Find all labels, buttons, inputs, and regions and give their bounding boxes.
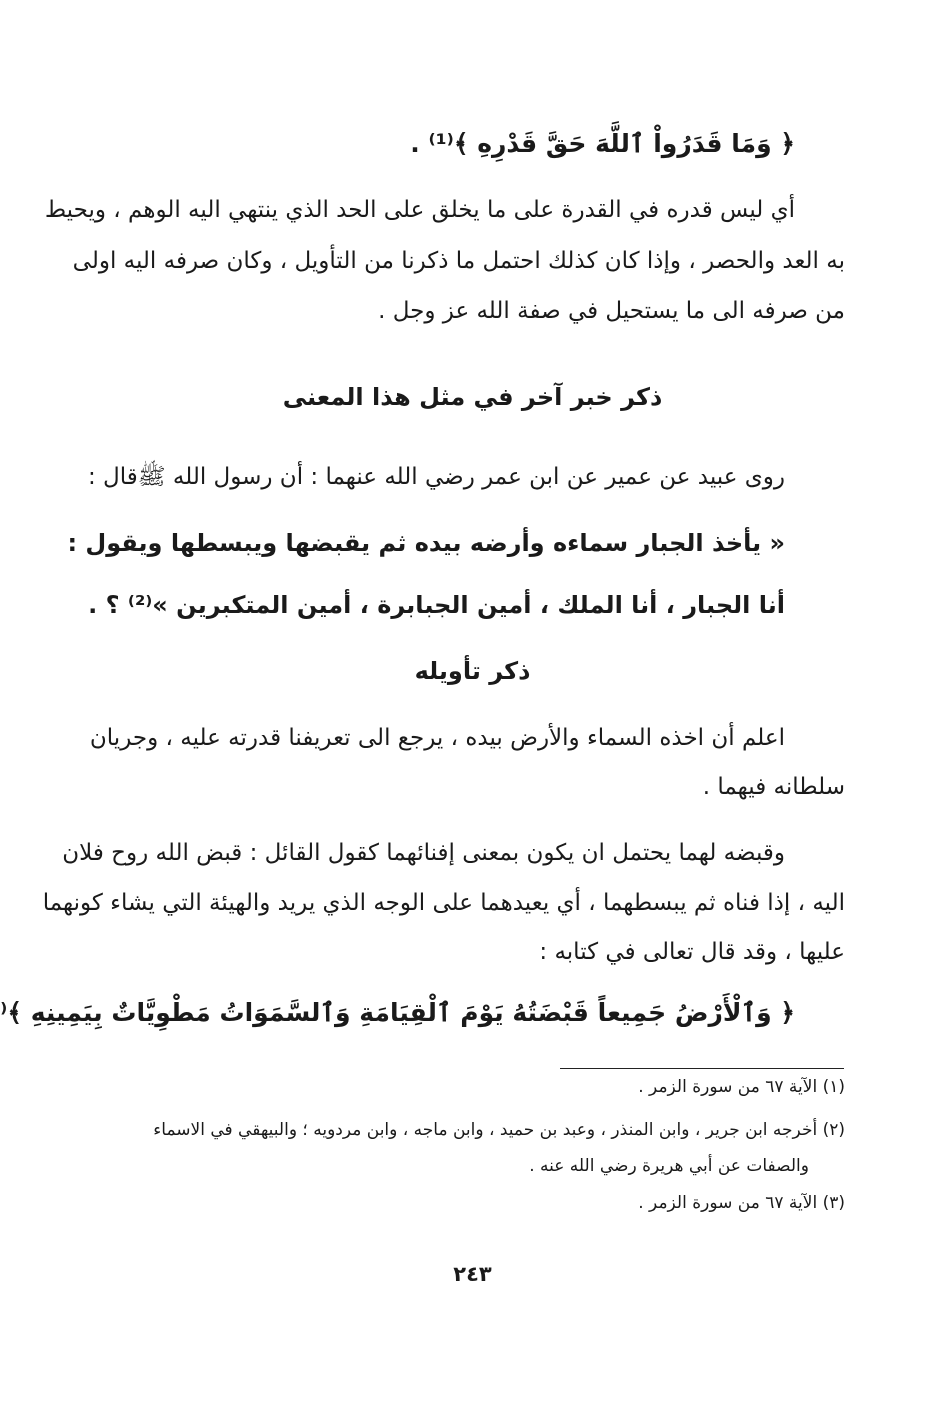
narration-line: روى عبيد عن عمير عن ابن عمر رضي الله عنهما : أن رسول الله ﷺقال : — [88, 464, 785, 490]
section-heading-1: ذكر خبر آخر في مثل هذا المعنى — [282, 383, 663, 411]
paragraph-2-line-1: اعلم أن اخذه السماء والأرض بيده ، يرجع الى تعريفنا قدرته عليه ، وجريان — [89, 725, 785, 751]
quran-verse-1: ﴿ وَمَا قَدَرُواْ ٱللَّهَ حَقَّ قَدْرِهِ ﴾⁽¹⁾ . — [410, 129, 795, 158]
paragraph-3-line-2: اليه ، إذا فناه ثم يبسطهما ، أي يعيدهما على الوجه الذي يريد والهيئة التي يشاء كونهما — [42, 890, 845, 916]
footnote-separator — [560, 1068, 844, 1069]
footnote-1: (١) الآية ٦٧ من سورة الزمر . — [638, 1077, 845, 1097]
paragraph-2-line-2: سلطانه فيهما . — [702, 774, 845, 800]
footnote-3: (٣) الآية ٦٧ من سورة الزمر . — [638, 1193, 845, 1213]
hadith-line-1: « يأخذ الجبار سماءه وأرضه بيده ثم يقبضها ويبسطها ويقول : — [67, 529, 785, 557]
footnote-2-line-2: والصفات عن أبي هريرة رضي الله عنه . — [529, 1156, 809, 1176]
paragraph-3-line-1: وقبضه لهما يحتمل ان يكون بمعنى إفنائهما كقول القائل : قبض الله روح فلان — [62, 840, 785, 866]
section-heading-2: ذكر تأويله — [414, 657, 531, 685]
paragraph-3-line-3: عليها ، وقد قال تعالى في كتابه : — [539, 939, 845, 965]
page-number: ٢٤٣ — [453, 1262, 492, 1286]
paragraph-1-line-2: به العد والحصر ، وإذا كان كذلك احتمل ما ذكرنا من التأويل ، وكان صرفه اليه اولى — [72, 248, 845, 274]
hadith-line-2: أنا الجبار ، أنا الملك ، أمين الجبابرة ، أمين المتكبرين »⁽²⁾ ؟ . — [88, 591, 785, 619]
quran-verse-2: ﴿ وَٱلْأَرْضُ جَمِيعاً قَبْضَتُهُ يَوْمَ ٱلْقِيَامَةِ وَٱلسَّمَوَاتُ مَطْوِيَّاتٌ بِيَمِينِهِ ﴾⁽ — [0, 998, 795, 1027]
paragraph-1-line-3: من صرفه الى ما يستحيل في صفة الله عز وجل . — [378, 298, 845, 324]
footnote-2-line-1: (٢) أخرجه ابن جرير ، وابن المنذر ، وعبد بن حميد ، وابن ماجه ، وابن مردويه ؛ والبيهقي في الاسماء — [153, 1120, 845, 1140]
paragraph-1-line-1: أي ليس قدره في القدرة على ما يخلق على الحد الذي ينتهي اليه الوهم ، ويحيط — [44, 197, 795, 223]
